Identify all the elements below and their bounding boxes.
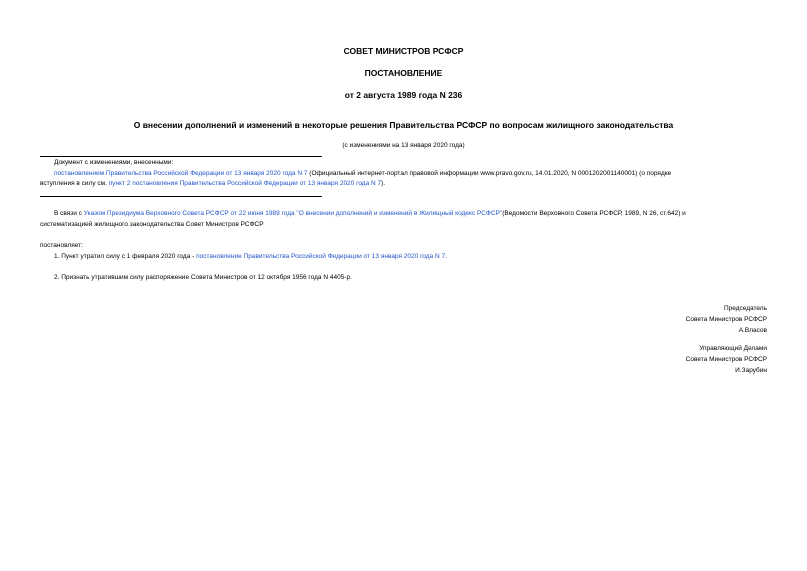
revision-note: (с изменениями на 13 января 2020 года)	[342, 142, 465, 149]
signature-chairman-name: А.Власов	[738, 327, 767, 334]
item-2: 2. Признать утратившим силу распоряжение Совета Министров от 12 октября 1956 года N 4405-р.	[54, 274, 352, 281]
item-1-link[interactable]: постановление Правительства Российской Федерации от 13 января 2020 года N 7	[196, 253, 446, 260]
document-date-number: от 2 августа 1989 года N 236	[344, 90, 463, 100]
item-1-text: 1. Пункт утратил силу с 1 февраля 2020 года -	[54, 253, 197, 260]
item-1	[54, 252, 447, 262]
signature-chairman-position-2: Совета Министров РСФСР	[685, 316, 767, 323]
signature-administrator-name: И.Зарубин	[735, 367, 767, 374]
amendment-source-text: (Официальный интернет-портал правовой информации www.pravo.gov.ru, 14.01.2020, N 0001202001140001) (о порядке	[307, 170, 672, 177]
document-type: ПОСТАНОВЛЕНИЕ	[364, 68, 443, 78]
amendments-top-rule	[40, 156, 322, 157]
preamble-source: (Ведомости Верховного Совета РСФСР, 1989, N 26, ст.642) и	[502, 210, 686, 217]
amendment-link-decree-7[interactable]: постановлением Правительства Российской Федерации от 13 января 2020 года N 7	[54, 170, 308, 177]
signature-chairman	[686, 303, 767, 336]
amendments-intro: Документ с изменениями, внесенными:	[54, 159, 174, 166]
signature-administrator-position-1: Управляющий Делами	[699, 345, 767, 352]
preamble-line-1	[54, 209, 686, 219]
item-1-tail: .	[445, 253, 447, 260]
amendments-bottom-rule	[40, 196, 322, 197]
amendment-closing-text: ).	[381, 180, 386, 187]
amendment-link-clause-2[interactable]: пункт 2 постановления Правительства Российской Федерации от 13 января 2020 года N 7	[108, 180, 382, 187]
resolves-label: постановляет:	[40, 242, 83, 249]
preamble-decree-link[interactable]: Указом Президиума Верховного Совета РСФСР от 22 июня 1989 года "О внесении дополнений и изменений в Жилищный кодекс РСФСР"	[83, 210, 503, 217]
amendments-line-2	[40, 179, 385, 189]
preamble-lead: В связи с	[54, 210, 84, 217]
document-title: О внесении дополнений и изменений в некоторые решения Правительства РСФСР по вопросам жилищного законодательства	[133, 120, 674, 130]
signature-administrator	[686, 343, 767, 376]
amendment-effect-text: вступления в силу см.	[40, 180, 109, 187]
issuing-authority: СОВЕТ МИНИСТРОВ РСФСР	[343, 46, 464, 56]
signature-administrator-position-2: Совета Министров РСФСР	[685, 356, 767, 363]
signature-chairman-position-1: Председатель	[723, 305, 767, 312]
preamble-line-2: систематизацией жилищного законодательства Совет Министров РСФСР	[40, 221, 264, 228]
amendments-line-1	[54, 169, 767, 179]
